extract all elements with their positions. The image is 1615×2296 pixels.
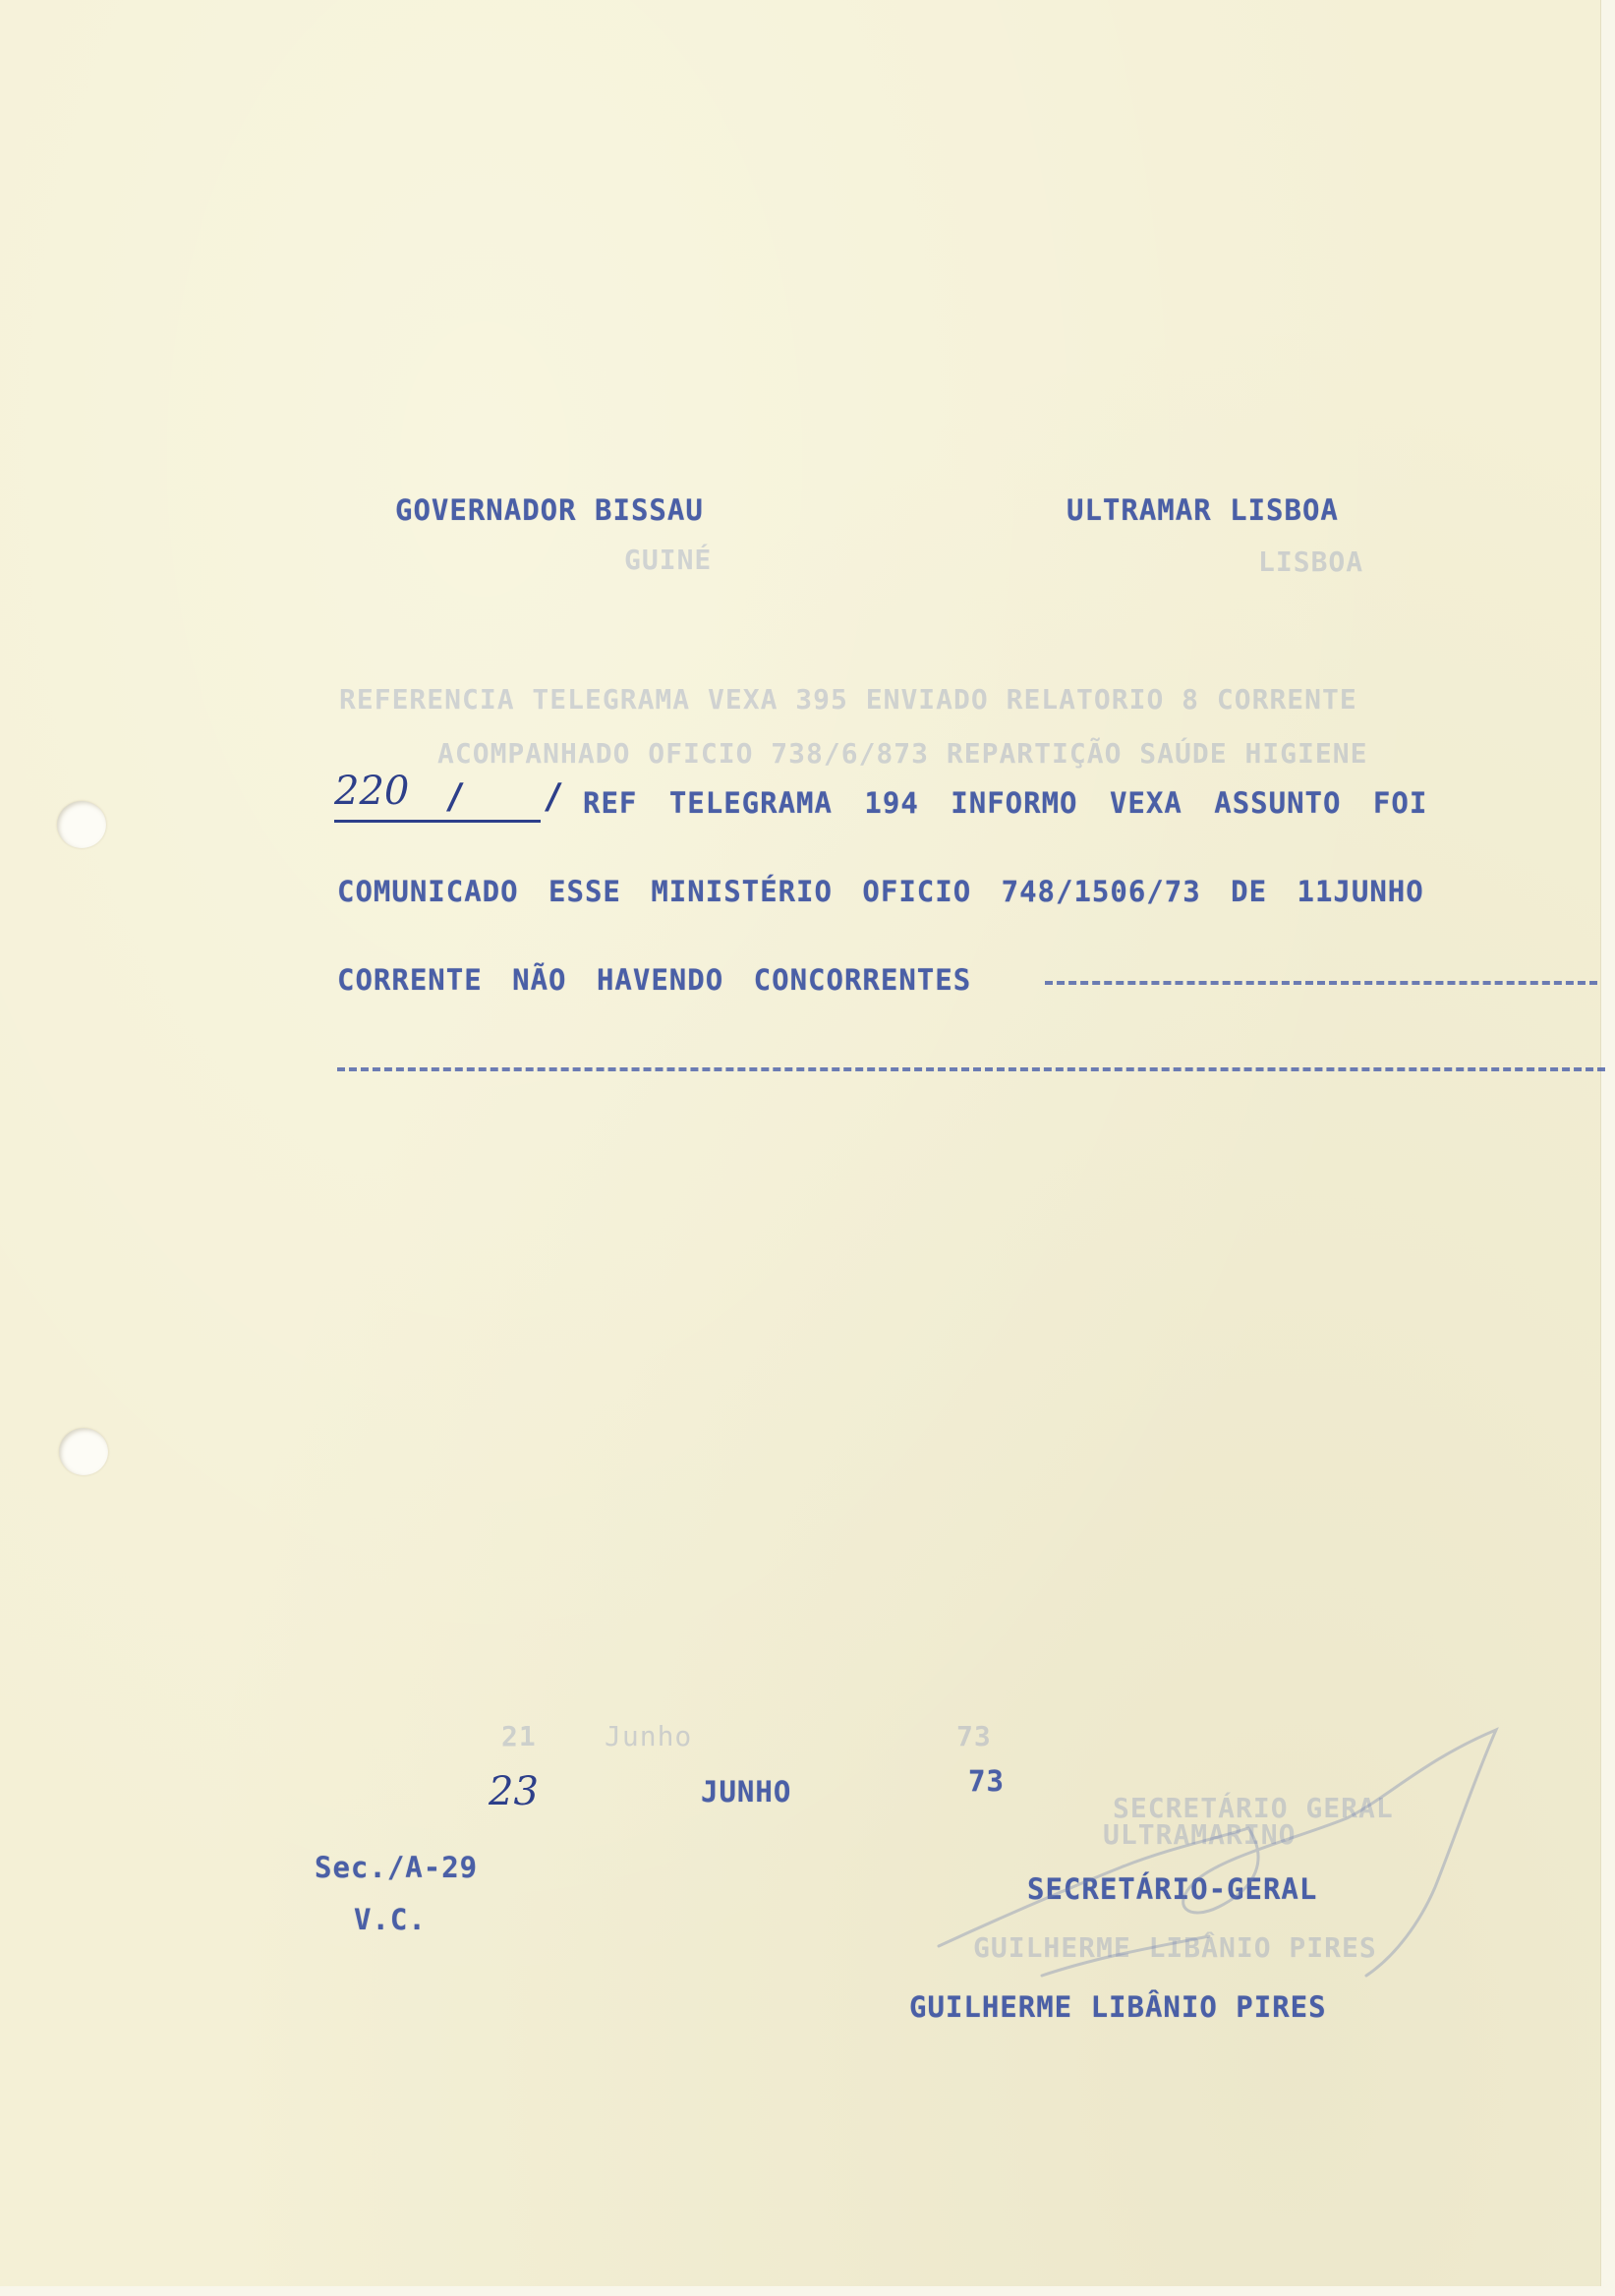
punch-hole-bottom (59, 1428, 108, 1475)
fill-rule-line-3 (1045, 981, 1597, 985)
ghost-sender-region: GUINÉ (624, 544, 713, 576)
sender-address: GOVERNADOR BISSAU (395, 493, 704, 527)
ghost-signatory-title-2: ULTRAMARINO (1103, 1818, 1297, 1851)
date-day: 23 (489, 1769, 539, 1814)
date-year: 73 (968, 1764, 1005, 1798)
message-line-3: CORRENTE NÃO HAVENDO CONCORRENTES (337, 963, 972, 997)
ghost-signatory-name: GUILHERME LIBÂNIO PIRES (973, 1931, 1377, 1964)
ghost-body-line-1: REFERENCIA TELEGRAMA VEXA 395 ENVIADO RELATORIO 8 CORRENTE (339, 683, 1357, 716)
message-number-underline (334, 820, 541, 823)
ghost-date-month: Junho (605, 1720, 693, 1752)
fill-rule-line-4 (337, 1067, 1605, 1071)
ghost-signatory-title: SECRETÁRIO GERAL (1113, 1792, 1394, 1824)
ghost-date-day: 21 (501, 1720, 537, 1752)
punch-hole-top (57, 801, 106, 848)
reference-code: Sec./A-29 (315, 1851, 479, 1884)
signatory-name: GUILHERME LIBÂNIO PIRES (909, 1990, 1327, 2024)
message-line-1: REF TELEGRAMA 194 INFORMO VEXA ASSUNTO FOI (583, 786, 1428, 820)
signature-scribble (924, 1720, 1514, 2015)
ghost-recipient-city: LISBOA (1258, 545, 1364, 578)
message-number: 220 (334, 769, 410, 814)
message-line-2: COMUNICADO ESSE MINISTÉRIO OFICIO 748/1506/73 DE 11JUNHO (337, 875, 1424, 908)
recipient-address: ULTRAMAR LISBOA (1067, 493, 1339, 527)
ghost-date-year: 73 (956, 1720, 992, 1752)
reference-initials: V.C. (354, 1903, 427, 1936)
date-month: JUNHO (701, 1775, 792, 1808)
number-separator-slash-2: / (543, 776, 564, 817)
page-right-edge (1600, 0, 1615, 2296)
number-separator-slash-1: / (444, 776, 466, 817)
signatory-title: SECRETÁRIO-GERAL (1027, 1872, 1318, 1906)
page-bottom-edge (0, 2286, 1615, 2296)
ghost-body-line-2: ACOMPANHADO OFICIO 738/6/873 REPARTIÇÃO SAÚDE HIGIENE (437, 737, 1368, 770)
